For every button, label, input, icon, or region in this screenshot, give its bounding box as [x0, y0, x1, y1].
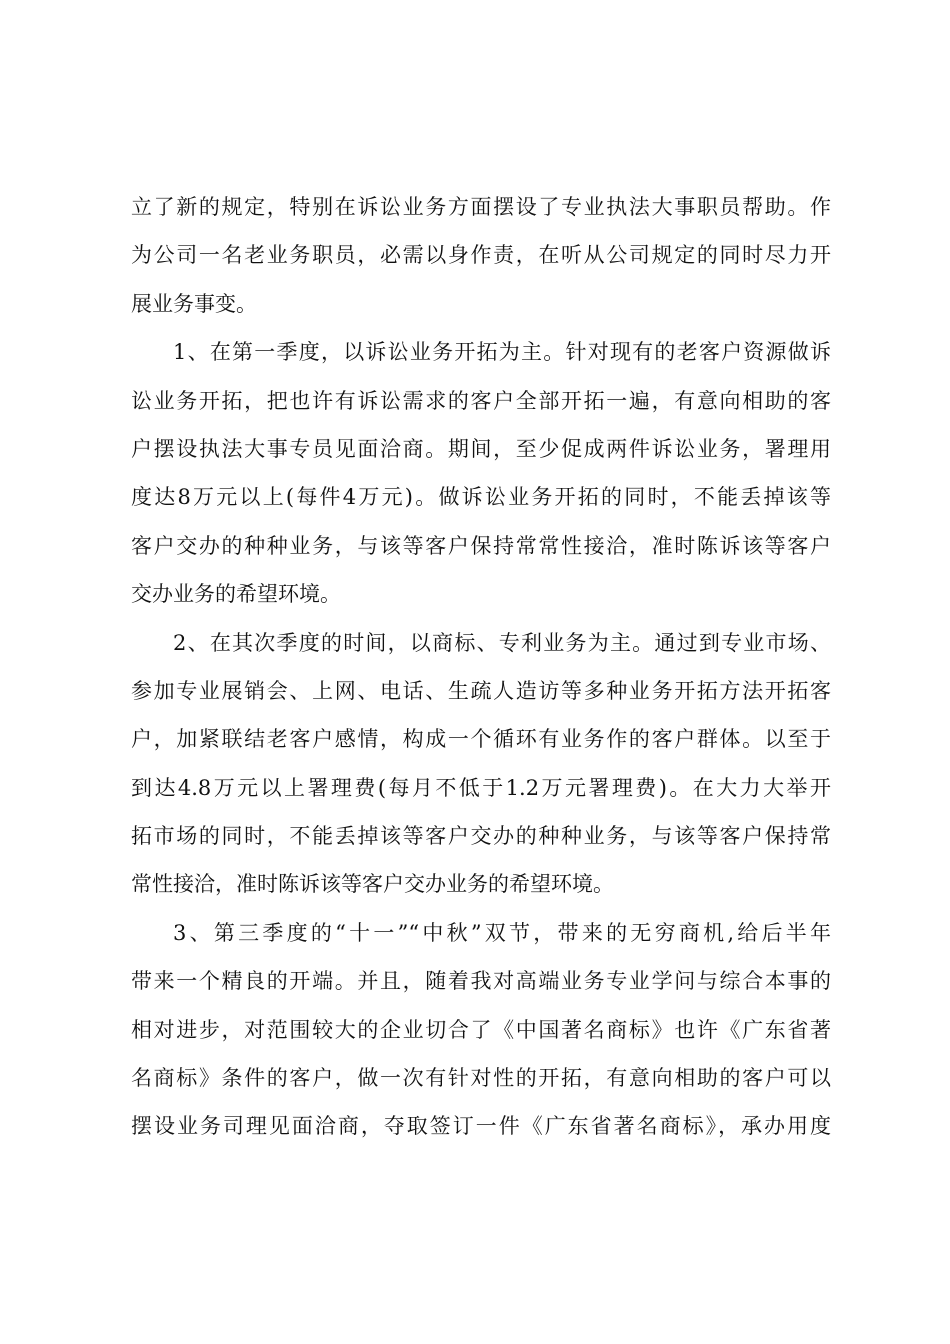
text-line: 常性接洽，准时陈诉该等客户交办业务的希望环境。 [131, 872, 614, 897]
text-line: 名商标》条件的客户，做一次有针对性的开拓，有意向相助的客户可以 [131, 1066, 831, 1091]
text-line: 带来一个精良的开端。并且，随着我对高端业务专业学问与综合本事的 [131, 969, 831, 994]
text-line: 3、第三季度的“十一”“中秋”双节，带来的无穷商机,给后半年 [173, 920, 831, 945]
text-line: 户摆设执法大事专员见面洽商。期间，至少促成两件诉讼业务，署理用 [131, 436, 831, 461]
text-line: 相对进步，对范围较大的企业切合了《中国著名商标》也许《广东省著 [131, 1017, 831, 1042]
text-line: 度达8万元以上(每件4万元)。做诉讼业务开拓的同时，不能丢掉该等 [131, 485, 831, 510]
text-line: 为公司一名老业务职员，必需以身作责，在听从公司规定的同时尽力开 [131, 243, 831, 268]
document-body [131, 183, 831, 1151]
text-line: 到达4.8万元以上署理费(每月不低于1.2万元署理费)。在大力大举开 [131, 775, 831, 800]
text-line: 讼业务开拓，把也许有诉讼需求的客户全部开拓一遍，有意向相助的客 [131, 388, 831, 413]
text-line: 2、在其次季度的时间，以商标、专利业务为主。通过到专业市场、 [173, 630, 831, 655]
text-line: 客户交办的种种业务，与该等客户保持常常性接洽，准时陈诉该等客户 [131, 533, 831, 558]
paragraph [131, 183, 831, 328]
text-line: 参加专业展销会、上网、电话、生疏人造访等多种业务开拓方法开拓客 [131, 678, 831, 703]
text-line: 立了新的规定，特别在诉讼业务方面摆设了专业执法大事职员帮助。作 [131, 195, 831, 219]
text-line: 交办业务的希望环境。 [131, 582, 341, 607]
text-line: 户，加紧联结老客户感情，构成一个循环有业务作的客户群体。以至于 [131, 727, 831, 752]
text-line: 1、在第一季度，以诉讼业务开拓为主。针对现有的老客户资源做诉 [173, 340, 831, 365]
text-line: 展业务事变。 [131, 291, 257, 316]
text-line: 摆设业务司理见面洽商，夺取签订一件《广东省著名商标》，承办用度 [131, 1114, 831, 1139]
paragraph [131, 619, 831, 909]
paragraph [131, 328, 831, 618]
text-line: 拓市场的同时，不能丢掉该等客户交办的种种业务，与该等客户保持常 [131, 824, 831, 849]
paragraph [131, 909, 831, 1151]
